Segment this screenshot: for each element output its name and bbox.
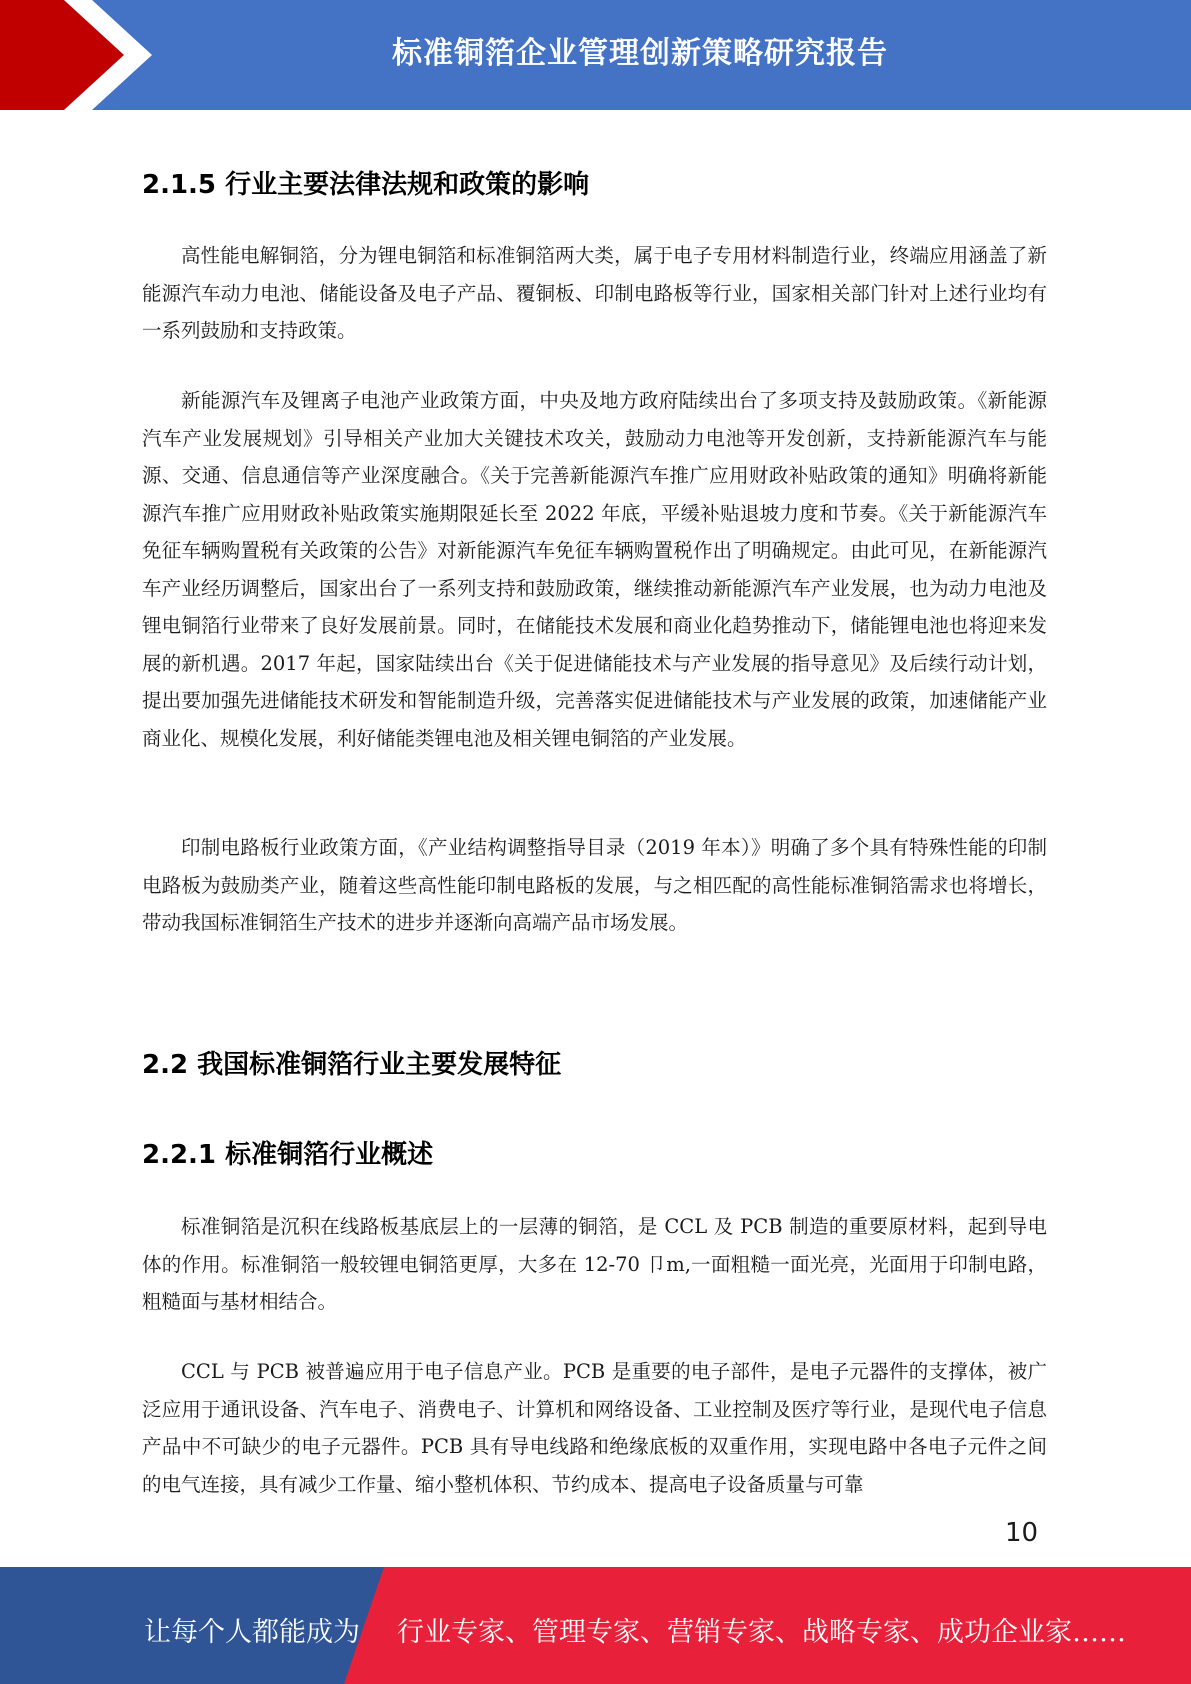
header-title: 标准铜箔企业管理创新策略研究报告 (392, 36, 888, 71)
page-header (0, 0, 1191, 110)
section-heading-2-2-1: 2.2.1 标准铜箔行业概述 (142, 1140, 434, 1170)
page-footer (0, 1567, 1191, 1684)
paragraph-copper-foil-overview: 高性能电解铜箔，分为锂电铜箔和标准铜箔两大类，属于电子专用材料制造行业，终端应用涵盖了新能源汽车动力电池、储能设备及电子产品、覆铜板、印制电路板等行业，国家相关部门针对上述行业均有一系列鼓励和支持政策。 (142, 244, 1047, 342)
paragraph-ccl-pcb-application: CCL 与 PCB 被普遍应用于电子信息产业。PCB 是重要的电子部件，是电子元器件的支撑体，被广泛应用于通讯设备、汽车电子、消费电子、计算机和网络设备、工业控制及医疗等行业，是现代电子信息产品中不可缺少的电子元器件。PCB 具有导电线路和绝缘底板的双重作用，实现电路中各电子元件之间的电气连接，具有减少工作量、缩小整机体积、节约成本、提高电子设备质量与可靠 (142, 1360, 1047, 1496)
section-heading-2-2: 2.2 我国标准铜箔行业主要发展特征 (142, 1050, 562, 1080)
paragraph-nev-battery-policy: 新能源汽车及锂离子电池产业政策方面，中央及地方政府陆续出台了多项支持及鼓励政策。《新能源汽车产业发展规划》引导相关产业加大关键技术攻关，鼓励动力电池等开发创新，支持新能源汽车与能源、交通、信息通信等产业深度融合。《关于完善新能源汽车推广应用财政补贴政策的通知》明确将新能源汽车推广应用财政补贴政策实施期限延长至 2022 年底，平缓补贴退坡力度和节奏。《关于新能源汽车免征车辆购置税有关政策的公告》对新能源汽车免征车辆购置税作出了明确规定。由此可见，在新能源汽车产业经历调整后，国家出台了一系列支持和鼓励政策，继续推动新能源汽车产业发展，也为动力电池及锂电铜箔行业带来了良好发展前景。同时，在储能技术发展和商业化趋势推动下，储能锂电池也将迎来发展的新机遇。2017 年起，国家陆续出台《关于促进储能技术与产业发展的指导意见》及后续行动计划，提出要加强先进储能技术研发和智能制造升级，完善落实促进储能技术与产业发展的政策，加速储能产业商业化、规模化发展，利好储能类锂电池及相关锂电铜箔的产业发展。 (142, 389, 1047, 750)
page-number: 10 (1005, 1518, 1039, 1548)
footer-slogan-right: 行业专家、管理专家、营销专家、战略专家、成功企业家…… (397, 1617, 1126, 1648)
paragraph-standard-foil-definition: 标准铜箔是沉积在线路板基底层上的一层薄的铜箔，是 CCL 及 PCB 制造的重要原材料，起到导电体的作用。标准铜箔一般较锂电铜箔更厚，大多在 12-70 卩m,一面粗糙一面光亮，光面用于印制电路，粗糙面与基材相结合。 (142, 1215, 1047, 1313)
paragraph-pcb-policy: 印制电路板行业政策方面，《产业结构调整指导目录（2019 年本）》明确了多个具有特殊性能的印制电路板为鼓励类产业，随着这些高性能印制电路板的发展，与之相匹配的高性能标准铜箔需求也将增长，带动我国标准铜箔生产技术的进步并逐渐向高端产品市场发展。 (142, 836, 1047, 934)
footer-slogan-left: 让每个人都能成为 (144, 1617, 360, 1648)
section-heading-2-1-5: 2.1.5 行业主要法律法规和政策的影响 (142, 170, 590, 200)
